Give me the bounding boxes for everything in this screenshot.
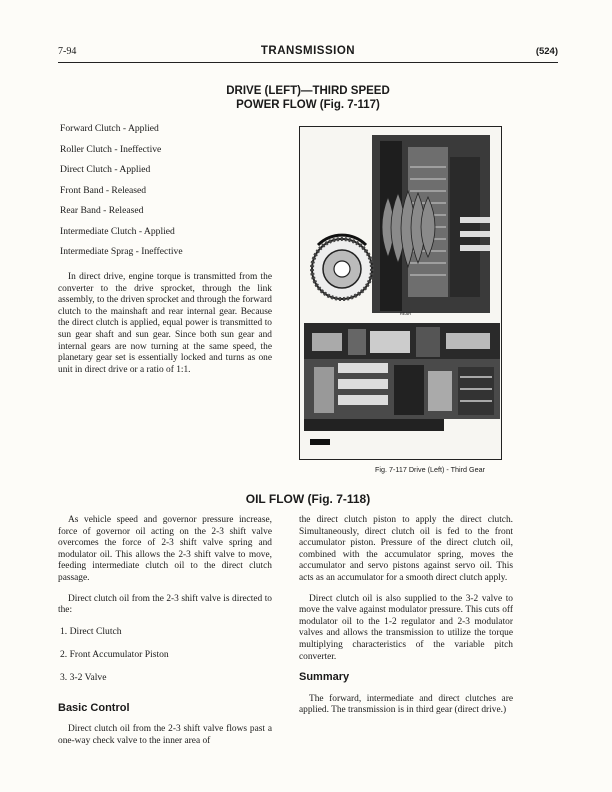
chapter-title: TRANSMISSION [260,45,356,57]
intro-paragraph: In direct drive, engine torque is transmitted from the converter to the drive sprocket, through the link assembly, to the driven sprocket and through the forward clutch to the mainshaft and rear internal gear. Because the direct clutch is applied, equal power is transmitted to sun gear shaft and sun gear. Since both sun gear and internal gears are now turning at the same speed, the planetary gear set is essentially locked and turns as one unit in direct drive or a ratio of 1:1. [58,272,272,375]
transmission-cutaway-drawing [300,127,501,459]
status-item: Direct Clutch - Applied [60,164,151,175]
page-code: (524) [535,46,558,57]
right-column [299,515,513,726]
list-item: 3. 3-2 Valve [60,671,107,683]
list-item: 2. Front Accumulator Piston [60,648,169,660]
status-item: Forward Clutch - Applied [60,123,159,134]
oil-flow-title: OIL FLOW (Fig. 7-118) [245,492,371,506]
status-item: Intermediate Clutch - Applied [60,225,175,237]
paragraph: Direct clutch oil from the 2-3 shift valve flows past a one-way check valve to the inner area of [58,724,272,746]
status-item: Intermediate Sprag - Ineffective [60,246,183,257]
status-item: Rear Band - Released [60,205,144,216]
section-title [58,84,558,112]
paragraph: Direct clutch oil from the 2-3 shift valve is directed to the: [58,593,272,616]
page-number: 7-94 [58,46,77,57]
header-rule [58,62,558,63]
section-title-line1: DRIVE (LEFT)—THIRD SPEED [226,85,390,97]
figure-label: REAR [400,311,412,316]
paragraph: As vehicle speed and governor pressure increase, force of governor oil acting on the 2-3 shift valve overcomes the force of 2-3 shift valve spring and modulator oil. This allows the 2-3 shift valve to move, feeding intermediate clutch oil to the direct clutch passage. [58,515,272,583]
list-item: 1. Direct Clutch [60,625,122,637]
left-column [58,515,272,757]
transmission-cutaway-figure [299,126,502,460]
status-item: Front Band - Released [60,184,147,196]
section-title-line2: POWER FLOW (Fig. 7-117) [236,99,380,111]
paragraph: the direct clutch piston to apply the direct clutch. Simultaneously, direct clutch oil is fed to the front accumulator piston. Pressure of the direct clutch oil, combined with the accumulator spring, moves the accumulator and servo pistons against servo oil. This acts as an accumulator for a smooth direct clutch apply. [299,515,513,583]
figure-caption: Fig. 7-117 Drive (Left) - Third Gear [375,465,485,474]
oil-destination-list [58,626,272,695]
paragraph: Direct clutch oil is also supplied to the 3-2 valve to move the valve against modulator pressure. This cuts off modulator oil to the 1-2 regulator and 2-3 modulator valves and allows the transmission to utilize the torque multiplying characteristics of the variable pitch converter. [299,593,513,662]
basic-control-heading: Basic Control [58,701,130,714]
clutch-status-list [60,123,280,267]
status-item: Roller Clutch - Ineffective [60,143,162,155]
paragraph: The forward, intermediate and direct clutches are applied. The transmission is in third gear (direct drive.) [299,693,513,716]
summary-heading: Summary [299,671,350,684]
page-header [58,46,558,60]
